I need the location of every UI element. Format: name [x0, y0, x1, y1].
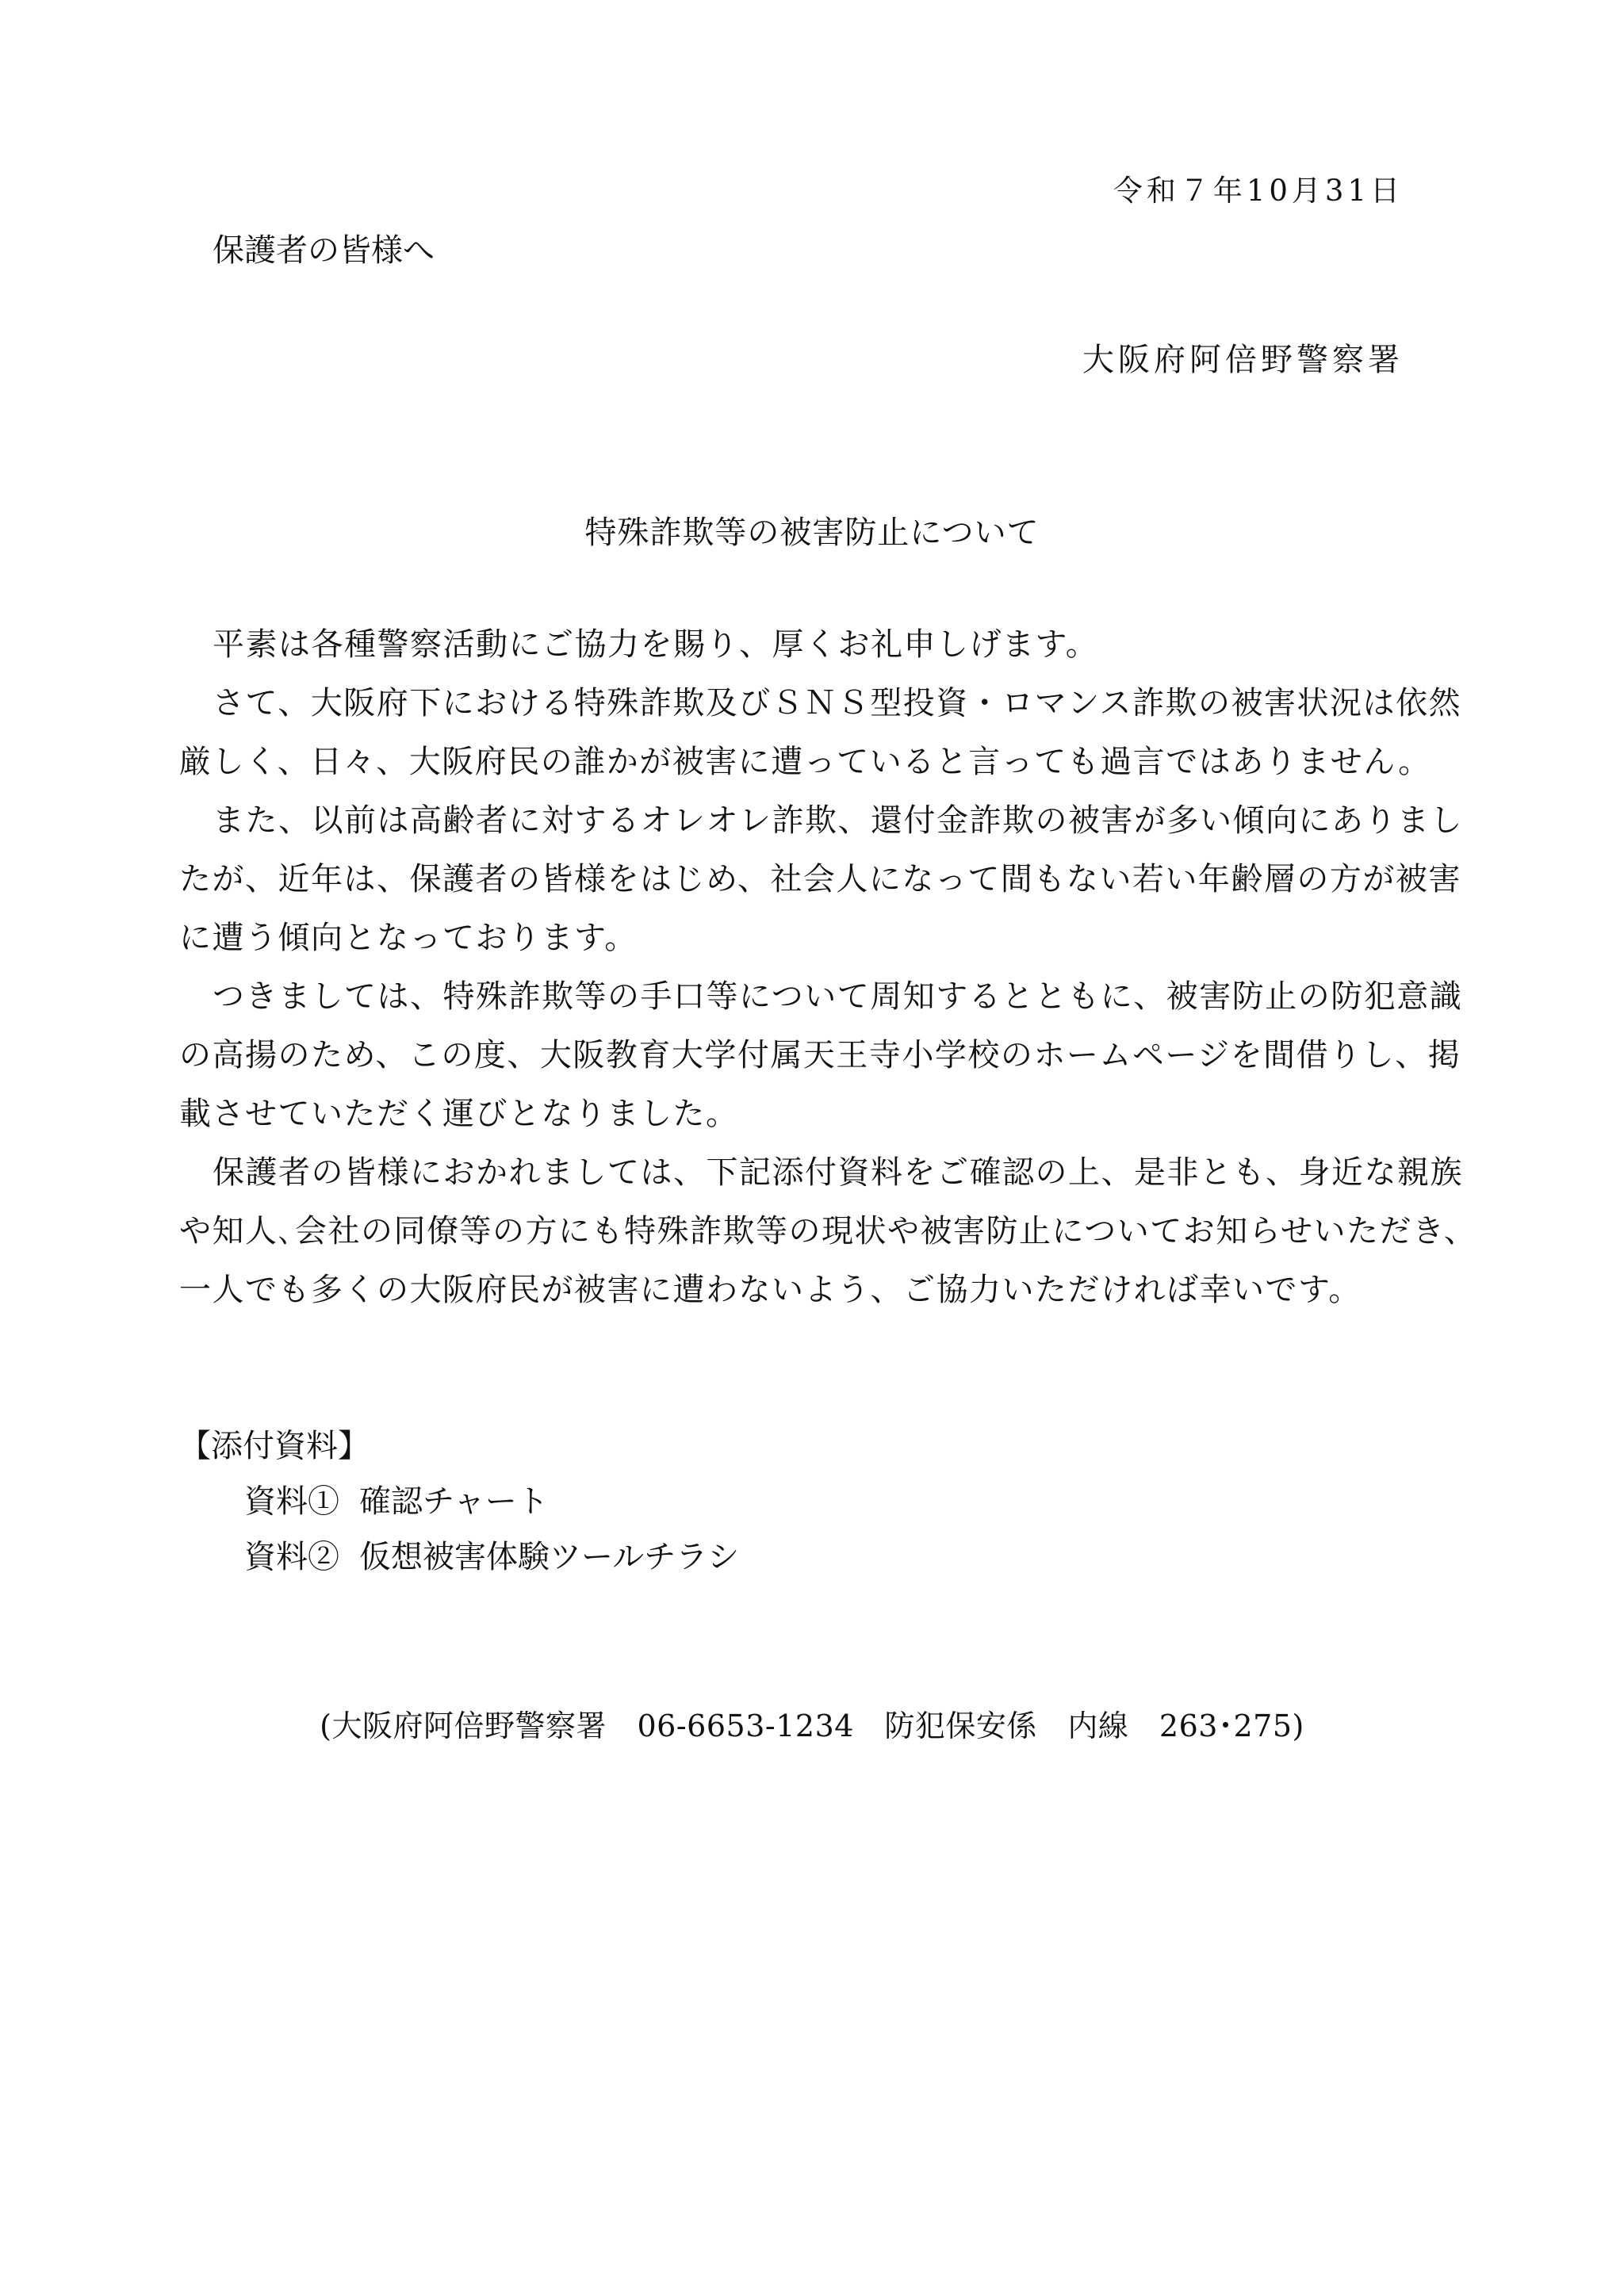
attachment-item [244, 1476, 549, 1521]
attachment-label: 確認チャート [359, 1483, 549, 1520]
body-line: の高揚のため、この度、大阪教育大学付属天王寺小学校のホームページを間借りし、掲 [179, 1037, 1461, 1073]
contact-info: (大阪府阿倍野警察署 06-6653-1234 防犯保安係 内線 263･275) [320, 1709, 1304, 1743]
body-line: 一人でも多くの大阪府民が被害に遭わないよう、ご協力いただければ幸いです。 [179, 1272, 1362, 1308]
body-line: や知人､会社の同僚等の方にも特殊詐欺等の現状や被害防止についてお知らせいただき、 [179, 1213, 1477, 1249]
attachment-number: 資料② [244, 1539, 339, 1575]
body-line: また、以前は高齢者に対するオレオレ詐欺、還付金詐欺の被害が多い傾向にありまし [213, 802, 1463, 839]
document-date: 令和７年10月31日 [1113, 174, 1404, 208]
body-line: 平素は各種警察活動にご協力を賜り、厚くお礼申しげます。 [213, 626, 1099, 663]
addressee: 保護者の皆様へ [213, 232, 435, 269]
body-line: 厳しく、日々、大阪府民の誰かが被害に遭っていると言っても過言ではありません。 [179, 744, 1431, 780]
body-line: 保護者の皆様におかれましては、下記添付資料をご確認の上、是非とも、身近な親族 [213, 1154, 1463, 1191]
body-line: さて、大阪府下における特殊詐欺及びＳＮＳ型投資・ロマンス詐欺の被害状況は依然 [213, 685, 1461, 721]
attachments-heading: 【添付資料】 [179, 1428, 370, 1464]
body-line: 載させていただく運びとなりました。 [179, 1096, 739, 1132]
body-line: たが、近年は、保護者の皆様をはじめ、社会人になって間もない若い年齢層の方が被害 [179, 861, 1461, 897]
sender-name: 大阪府阿倍野警察署 [1082, 342, 1404, 378]
body-line: に遭う傾向となっております。 [179, 920, 638, 956]
attachment-label: 仮想被害体験ツールチラシ [359, 1539, 740, 1575]
document-title: 特殊詐欺等の被害防止について [584, 515, 1040, 551]
document-body [179, 615, 1477, 1319]
body-line: つきましては、特殊詐欺等の手口等について周知するとともに、被害防止の防犯意識 [213, 978, 1463, 1015]
attachment-item [244, 1532, 739, 1577]
attachment-number: 資料① [244, 1483, 339, 1520]
